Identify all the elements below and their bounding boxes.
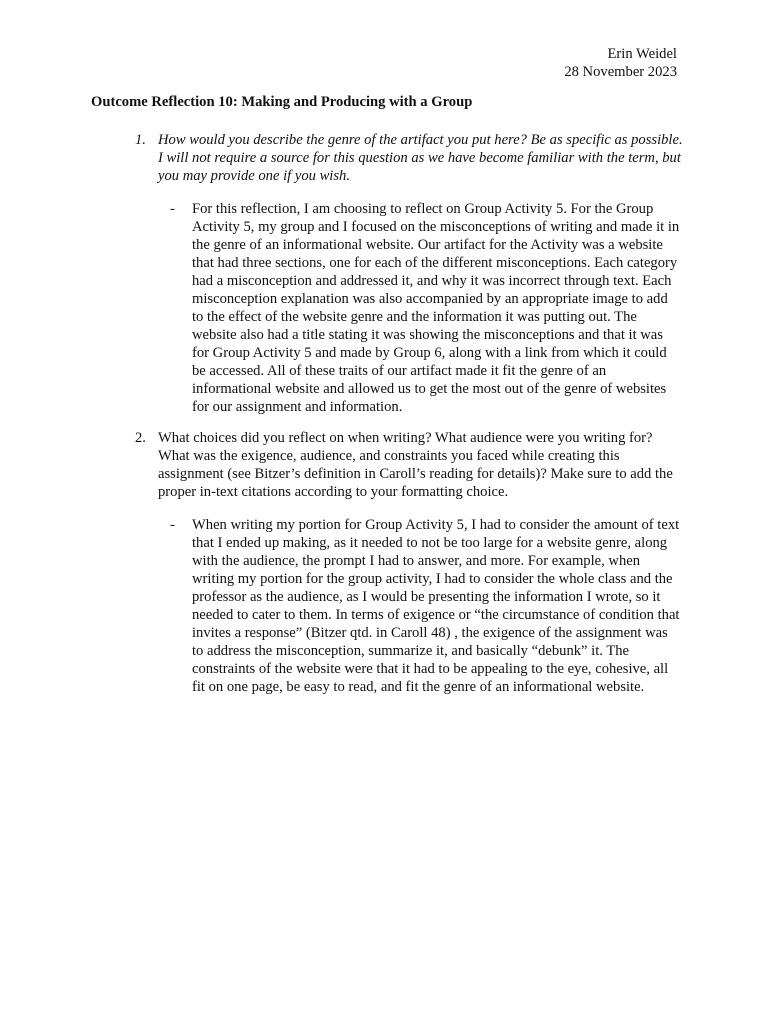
question-2-number: 2. <box>135 430 146 446</box>
question-1-number: 1. <box>135 132 146 148</box>
answer-1-text: For this reflection, I am choosing to reflect on Group Activity 5. For the Group Activity 5, my group and I focused on the misconceptions of writing and made it in the genre of an informational website. Our artifact for the Activity was a website that had three sections, one for each of the different misconceptions. Each category had a misconception and addressed it, and why it was incorrect through text. Each misconception explanation was also accompanied by an appropriate image to add to the effect of the website genre and the information it was putting out. The website also had a title stating it was showing the misconceptions and that it was for Group Activity 5 and made by Group 6, along with a link from which it could be accessed. All of these traits of our artifact made it fit the genre of an informational website and allowed us to get the most out of the genre of websites for our assignment and information. <box>192 201 680 415</box>
question-1 <box>135 131 683 185</box>
question-2 <box>135 429 683 501</box>
document-date: 28 November 2023 <box>564 64 677 80</box>
answer-2-text: When writing my portion for Group Activity 5, I had to consider the amount of text that I ended up making, as it needed to not be too large for a website genre, along with the audience, the prompt I had to answer, and more. For example, when writing my portion for the group activity, I had to consider the whole class and the professor as the audience, as I would be presenting the information I wrote, so it needed to cater to them. In terms of exigence or “the circumstance of condition that invites a response” (Bitzer qtd. in Caroll 48) , the exigence of the assignment was to address the misconception, summarize it, and basically “debunk” it. The constraints of the website were that it had to be appealing to the eye, cohesive, all fit on one page, be easy to read, and fit the genre of an informational website. <box>192 517 680 695</box>
question-1-text: How would you describe the genre of the artifact you put here? Be as specific as possible. I will not require a source for this question as we have become familiar with the term, but you may provide one if you wish. <box>158 132 683 184</box>
answer-1 <box>170 200 680 416</box>
author-name: Erin Weidel <box>607 46 677 62</box>
answer-2-bullet: - <box>170 517 175 533</box>
answer-1-bullet: - <box>170 201 175 217</box>
document-header <box>564 45 677 81</box>
question-2-text: What choices did you reflect on when writing? What audience were you writing for? What was the exigence, audience, and constraints you faced while creating this assignment (see Bitzer’s definition in Caroll’s reading for details)? Make sure to add the proper in-text citations according to your formatting choice. <box>158 430 673 500</box>
document-title: Outcome Reflection 10: Making and Producing with a Group <box>91 94 473 110</box>
answer-2 <box>170 516 680 696</box>
